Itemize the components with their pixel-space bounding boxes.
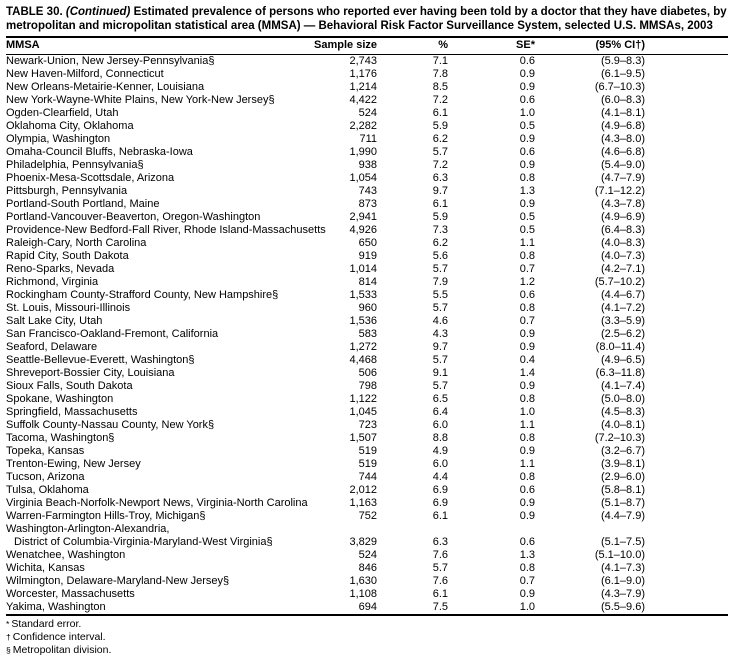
percent-cell: 8.8: [432, 432, 448, 444]
percent-cell: 7.3: [432, 224, 448, 236]
percent-cell: 6.1: [432, 107, 448, 119]
percent-cell: 9.7: [432, 341, 448, 353]
table-row: [6, 510, 728, 523]
sample-size-cell: 524: [358, 107, 377, 119]
mmsa-cell: Sioux Falls, South Dakota: [6, 380, 133, 392]
ci-cell: (5.7–10.2): [594, 276, 645, 288]
mmsa-cell: Seattle-Bellevue-Everett, Washington§: [6, 354, 195, 366]
table-row: [6, 302, 728, 315]
percent-cell: 6.3: [432, 172, 448, 184]
se-cell: 1.1: [519, 419, 535, 431]
sample-size-cell: 650: [358, 237, 377, 249]
percent-cell: 7.6: [432, 549, 448, 561]
ci-cell: (4.1–7.3): [600, 562, 645, 574]
ci-cell: (4.4–7.9): [600, 510, 645, 522]
table-row: [6, 146, 728, 159]
ci-cell: (4.1–7.2): [600, 302, 645, 314]
mmsa-cell: Yakima, Washington: [6, 601, 106, 613]
se-cell: 0.6: [519, 146, 535, 158]
mmsa-cell: Tucson, Arizona: [6, 471, 85, 483]
mmsa-cell: Wilmington, Delaware-Maryland-New Jersey§: [6, 575, 230, 587]
se-cell: 1.3: [519, 549, 535, 561]
sample-size-cell: 1,272: [349, 341, 377, 353]
ci-cell: (5.9–8.3): [600, 55, 645, 67]
mmsa-cell: Warren-Farmington Hills-Troy, Michigan§: [6, 510, 206, 522]
table-row: [6, 276, 728, 289]
se-cell: 0.7: [519, 315, 535, 327]
sample-size-cell: 938: [358, 159, 377, 171]
percent-cell: 6.1: [432, 510, 448, 522]
sample-size-cell: 2,012: [349, 484, 377, 496]
se-cell: 0.9: [519, 341, 535, 353]
col-header-sample-size: Sample size: [312, 37, 377, 55]
mmsa-cell: New York-Wayne-White Plains, New York-New Jersey§: [6, 94, 275, 106]
se-cell: 0.9: [519, 380, 535, 392]
se-cell: 0.7: [519, 263, 535, 275]
sample-size-cell: 4,926: [349, 224, 377, 236]
percent-cell: 5.9: [432, 211, 448, 223]
footnote-confidence-interval: [6, 631, 728, 644]
table-row: [6, 484, 728, 497]
percent-cell: 4.9: [432, 445, 448, 457]
header-row: [6, 37, 728, 55]
mmsa-cell: Pittsburgh, Pennsylvania: [6, 185, 128, 197]
ci-cell: (5.5–9.6): [600, 601, 645, 613]
table-row: [6, 133, 728, 146]
ci-cell: (6.1–9.5): [600, 68, 645, 80]
table-row: [6, 445, 728, 458]
table-row: [6, 120, 728, 133]
percent-cell: 6.9: [432, 497, 448, 509]
se-cell: 0.8: [519, 432, 535, 444]
percent-cell: 7.5: [432, 601, 448, 613]
se-cell: 0.8: [519, 302, 535, 314]
table-row: [6, 107, 728, 120]
col-header-se: SE*: [448, 37, 535, 55]
percent-cell: 7.6: [432, 575, 448, 587]
footnote-marker: †: [6, 632, 11, 642]
ci-cell: (3.3–5.9): [600, 315, 645, 327]
se-cell: 0.8: [519, 250, 535, 262]
table-row: [6, 81, 728, 94]
se-cell: 0.9: [519, 198, 535, 210]
percent-cell: 6.1: [432, 588, 448, 600]
mmsa-cell: Portland-Vancouver-Beaverton, Oregon-Washington: [6, 211, 261, 223]
ci-cell: (4.3–7.9): [600, 588, 645, 600]
mmsa-cell: Omaha-Council Bluffs, Nebraska-Iowa: [6, 146, 193, 158]
ci-cell: (4.3–8.0): [600, 133, 645, 145]
footnote-text: Metropolitan division.: [12, 644, 112, 656]
table-row: [6, 549, 728, 562]
se-cell: 0.5: [519, 120, 535, 132]
ci-cell: (4.6–6.8): [600, 146, 645, 158]
mmsa-cell: Washington-Arlington-Alexandria, District of Columbia-Virginia-Maryland-West Virginia§: [6, 523, 273, 548]
sample-size-cell: 4,422: [349, 94, 377, 106]
percent-cell: 5.7: [432, 302, 448, 314]
mmsa-cell: Seaford, Delaware: [6, 341, 98, 353]
ci-cell: (4.1–7.4): [600, 380, 645, 392]
sample-size-cell: 1,054: [349, 172, 377, 184]
sample-size-cell: 814: [358, 276, 377, 288]
footnote-text: Standard error.: [11, 618, 82, 630]
footnote-marker: §: [6, 645, 11, 655]
sample-size-cell: 723: [358, 419, 377, 431]
se-cell: 0.9: [519, 133, 535, 145]
table-row: [6, 159, 728, 172]
sample-size-cell: 1,990: [349, 146, 377, 158]
ci-cell: (6.7–10.3): [594, 81, 645, 93]
se-cell: 0.6: [519, 484, 535, 496]
table-title-text: Estimated prevalence of persons who reported ever having been told by a doctor that they have diabetes, by metropolitan and micropolitan statistical area (MMSA) — Behavioral Risk Factor Surveillance System, selected U.S. MMSAs, 2003: [6, 6, 727, 32]
sample-size-cell: 960: [358, 302, 377, 314]
ci-cell: (2.5–6.2): [600, 328, 645, 340]
table-row: [6, 354, 728, 367]
table-body: [6, 55, 728, 616]
mmsa-cell: Wenatchee, Washington: [6, 549, 126, 561]
ci-cell: (4.9–6.8): [600, 120, 645, 132]
sample-size-cell: 1,536: [349, 315, 377, 327]
sample-size-cell: 4,468: [349, 354, 377, 366]
mmsa-cell: St. Louis, Missouri-Illinois: [6, 302, 131, 314]
mmsa-cell: Tacoma, Washington§: [6, 432, 115, 444]
sample-size-cell: 2,282: [349, 120, 377, 132]
sample-size-cell: 1,163: [349, 497, 377, 509]
table-row: [6, 601, 728, 615]
sample-size-cell: 798: [358, 380, 377, 392]
footnotes: [6, 618, 728, 657]
se-cell: 1.3: [519, 185, 535, 197]
mmsa-cell: Portland-South Portland, Maine: [6, 198, 160, 210]
se-cell: 0.8: [519, 172, 535, 184]
mmsa-cell: Phoenix-Mesa-Scottsdale, Arizona: [6, 172, 175, 184]
se-cell: 0.6: [519, 94, 535, 106]
sample-size-cell: 711: [359, 133, 377, 145]
se-cell: 1.0: [519, 406, 535, 418]
percent-cell: 7.2: [432, 94, 448, 106]
se-cell: 0.6: [519, 536, 535, 548]
table-row: [6, 237, 728, 250]
mmsa-cell: Reno-Sparks, Nevada: [6, 263, 115, 275]
mmsa-cell: Newark-Union, New Jersey-Pennsylvania§: [6, 55, 215, 67]
sample-size-cell: 1,507: [349, 432, 377, 444]
mmsa-cell: Philadelphia, Pennsylvania§: [6, 159, 144, 171]
mmsa-cell: Suffolk County-Nassau County, New York§: [6, 419, 215, 431]
ci-cell: (6.1–9.0): [600, 575, 645, 587]
mmsa-cell: Tulsa, Oklahoma: [6, 484, 89, 496]
mmsa-cell: Oklahoma City, Oklahoma: [6, 120, 134, 132]
table-row: [6, 432, 728, 445]
table-row: [6, 211, 728, 224]
ci-cell: (3.2–6.7): [600, 445, 645, 457]
sample-size-cell: 873: [358, 198, 377, 210]
se-cell: 0.5: [519, 224, 535, 236]
diabetes-prevalence-table: [6, 36, 728, 616]
table-row: [6, 471, 728, 484]
ci-cell: (4.9–6.9): [600, 211, 645, 223]
ci-cell: (5.1–7.5): [600, 536, 645, 548]
table-row: [6, 341, 728, 354]
ci-cell: (4.5–8.3): [600, 406, 645, 418]
ci-cell: (6.0–8.3): [600, 94, 645, 106]
ci-cell: (4.0–8.1): [600, 419, 645, 431]
sample-size-cell: 524: [358, 549, 377, 561]
table-row: [6, 562, 728, 575]
percent-cell: 6.1: [432, 198, 448, 210]
ci-cell: (4.2–7.1): [600, 263, 645, 275]
footnote-metropolitan-division: [6, 644, 728, 657]
sample-size-cell: 1,176: [349, 68, 377, 80]
table-row: [6, 575, 728, 588]
percent-cell: 5.9: [432, 120, 448, 132]
col-header-ci: (95% CI†): [535, 37, 728, 55]
table-row: [6, 497, 728, 510]
ci-cell: (4.7–7.9): [600, 172, 645, 184]
sample-size-cell: 1,108: [349, 588, 377, 600]
percent-cell: 5.7: [432, 146, 448, 158]
sample-size-cell: 1,214: [349, 81, 377, 93]
table-row: [6, 315, 728, 328]
mmsa-cell: New Haven-Milford, Connecticut: [6, 68, 164, 80]
sample-size-cell: 743: [358, 185, 377, 197]
sample-size-cell: 2,743: [349, 55, 377, 67]
sample-size-cell: 1,533: [349, 289, 377, 301]
se-cell: 0.9: [519, 445, 535, 457]
sample-size-cell: 519: [358, 445, 377, 457]
se-cell: 0.9: [519, 497, 535, 509]
table-title: [6, 6, 728, 33]
sample-size-cell: 1,630: [349, 575, 377, 587]
percent-cell: 5.7: [432, 562, 448, 574]
ci-cell: (4.9–6.5): [600, 354, 645, 366]
sample-size-cell: 506: [358, 367, 377, 379]
mmsa-cell: Ogden-Clearfield, Utah: [6, 107, 119, 119]
mmsa-cell: Salt Lake City, Utah: [6, 315, 103, 327]
table-row: [6, 224, 728, 237]
ci-cell: (5.0–8.0): [600, 393, 645, 405]
mmsa-cell: Rapid City, South Dakota: [6, 250, 129, 262]
table-row: [6, 68, 728, 81]
table-row: [6, 406, 728, 419]
se-cell: 0.9: [519, 68, 535, 80]
percent-cell: 5.7: [432, 354, 448, 366]
table-row: [6, 419, 728, 432]
percent-cell: 6.9: [432, 484, 448, 496]
mmsa-cell: Spokane, Washington: [6, 393, 114, 405]
ci-cell: (4.0–7.3): [600, 250, 645, 262]
se-cell: 0.5: [519, 211, 535, 223]
percent-cell: 7.1: [432, 55, 448, 67]
ci-cell: (7.1–12.2): [594, 185, 645, 197]
ci-cell: (4.1–8.1): [600, 107, 645, 119]
percent-cell: 4.3: [432, 328, 448, 340]
percent-cell: 5.5: [432, 289, 448, 301]
table-row: [6, 55, 728, 69]
percent-cell: 5.6: [432, 250, 448, 262]
ci-cell: (5.1–8.7): [600, 497, 645, 509]
mmsa-cell: Virginia Beach-Norfolk-Newport News, Virginia-North Carolina: [6, 497, 308, 509]
mmsa-cell: Trenton-Ewing, New Jersey: [6, 458, 141, 470]
table-row: [6, 289, 728, 302]
mmsa-cell: Richmond, Virginia: [6, 276, 99, 288]
percent-cell: 6.3: [432, 536, 448, 548]
ci-cell: (2.9–6.0): [600, 471, 645, 483]
ci-cell: (5.4–9.0): [600, 159, 645, 171]
percent-cell: 6.5: [432, 393, 448, 405]
table-row: [6, 263, 728, 276]
mmsa-cell: Olympia, Washington: [6, 133, 111, 145]
se-cell: 0.9: [519, 81, 535, 93]
ci-cell: (3.9–8.1): [600, 458, 645, 470]
sample-size-cell: 752: [358, 510, 377, 522]
percent-cell: 6.2: [432, 133, 448, 145]
se-cell: 1.1: [519, 458, 535, 470]
se-cell: 0.6: [519, 289, 535, 301]
mmsa-cell: Providence-New Bedford-Fall River, Rhode Island-Massachusetts: [6, 224, 326, 236]
ci-cell: (4.4–6.7): [600, 289, 645, 301]
mmsa-cell: Springfield, Massachusetts: [6, 406, 138, 418]
sample-size-cell: 583: [358, 328, 377, 340]
percent-cell: 4.4: [432, 471, 448, 483]
percent-cell: 9.7: [432, 185, 448, 197]
sample-size-cell: 1,014: [349, 263, 377, 275]
table-row: [6, 250, 728, 263]
ci-cell: (5.1–10.0): [594, 549, 645, 561]
table-row: [6, 588, 728, 601]
percent-cell: 7.2: [432, 159, 448, 171]
footnote-marker: *: [6, 619, 10, 629]
footnote-standard-error: [6, 618, 728, 631]
mmsa-cell: Wichita, Kansas: [6, 562, 85, 574]
se-cell: 0.6: [519, 55, 535, 67]
se-cell: 1.4: [519, 367, 535, 379]
mmsa-cell: Shreveport-Bossier City, Louisiana: [6, 367, 175, 379]
ci-cell: (6.3–11.8): [595, 367, 645, 379]
ci-cell: (4.0–8.3): [600, 237, 645, 249]
se-cell: 0.4: [519, 354, 535, 366]
table-row: [6, 367, 728, 380]
sample-size-cell: 744: [358, 471, 377, 483]
sample-size-cell: 3,829: [349, 536, 377, 548]
se-cell: 0.7: [519, 575, 535, 587]
table-number: TABLE 30.: [6, 6, 63, 18]
se-cell: 0.8: [519, 562, 535, 574]
col-header-percent: %: [377, 37, 448, 55]
percent-cell: 4.6: [432, 315, 448, 327]
se-cell: 0.8: [519, 393, 535, 405]
sample-size-cell: 519: [358, 458, 377, 470]
se-cell: 0.8: [519, 471, 535, 483]
table-row: [6, 198, 728, 211]
ci-cell: (4.3–7.8): [600, 198, 645, 210]
col-header-mmsa: MMSA: [6, 37, 312, 55]
table-row: [6, 328, 728, 341]
sample-size-cell: 919: [358, 250, 377, 262]
percent-cell: 5.7: [432, 263, 448, 275]
percent-cell: 9.1: [432, 367, 448, 379]
ci-cell: (7.2–10.3): [594, 432, 645, 444]
table-header: [6, 37, 728, 55]
mmsa-cell: Rockingham County-Strafford County, New Hampshire§: [6, 289, 279, 301]
percent-cell: 6.0: [432, 419, 448, 431]
mmsa-cell: San Francisco-Oakland-Fremont, California: [6, 328, 219, 340]
percent-cell: 7.8: [432, 68, 448, 80]
table-row: [6, 393, 728, 406]
se-cell: 0.9: [519, 328, 535, 340]
mmsa-cell: Topeka, Kansas: [6, 445, 85, 457]
table-row: [6, 458, 728, 471]
ci-cell: (6.4–8.3): [600, 224, 645, 236]
table-continued-label: (Continued): [65, 6, 131, 18]
footnote-text: Confidence interval.: [12, 631, 106, 643]
se-cell: 0.9: [519, 510, 535, 522]
table-row: [6, 380, 728, 393]
se-cell: 1.2: [519, 276, 535, 288]
sample-size-cell: 846: [358, 562, 377, 574]
sample-size-cell: 1,122: [349, 393, 377, 405]
mmsa-cell: Raleigh-Cary, North Carolina: [6, 237, 147, 249]
mmsa-cell: New Orleans-Metairie-Kenner, Louisiana: [6, 81, 205, 93]
se-cell: 1.0: [519, 107, 535, 119]
percent-cell: 5.7: [432, 380, 448, 392]
ci-cell: (5.8–8.1): [600, 484, 645, 496]
table-row: [6, 185, 728, 198]
se-cell: 0.9: [519, 159, 535, 171]
sample-size-cell: 1,045: [349, 406, 377, 418]
percent-cell: 6.2: [432, 237, 448, 249]
se-cell: 1.1: [519, 237, 535, 249]
table-row: [6, 94, 728, 107]
sample-size-cell: 694: [358, 601, 377, 613]
sample-size-cell: 2,941: [349, 211, 377, 223]
se-cell: 1.0: [519, 601, 535, 613]
percent-cell: 6.0: [432, 458, 448, 470]
percent-cell: 7.9: [432, 276, 448, 288]
table-row: [6, 523, 728, 549]
percent-cell: 8.5: [432, 81, 448, 93]
ci-cell: (8.0–11.4): [595, 341, 645, 353]
percent-cell: 6.4: [432, 406, 448, 418]
mmsa-cell: Worcester, Massachusetts: [6, 588, 135, 600]
se-cell: 0.9: [519, 588, 535, 600]
table-row: [6, 172, 728, 185]
